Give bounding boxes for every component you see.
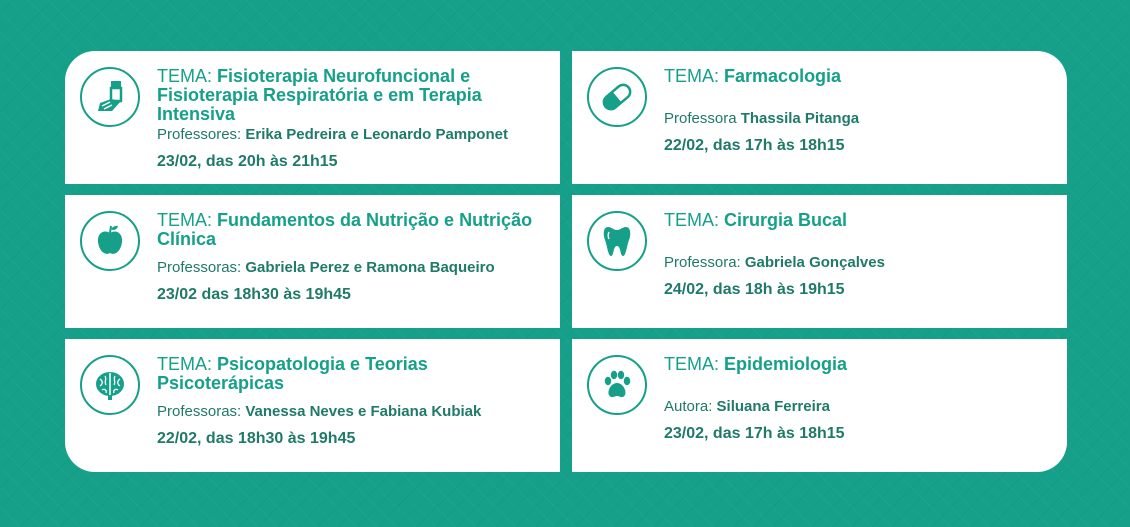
course-date: 24/02, das 18h às 19h15 [664,281,845,298]
brain-icon [80,355,140,415]
course-title [157,355,550,393]
course-title [664,355,1057,374]
instructors-label: Professores: [157,126,242,143]
instructors-label: Autora: [664,398,713,415]
course-name: Fundamentos da Nutrição e Nutrição Clínica [157,210,533,249]
instructors [157,259,550,277]
tema-label: TEMA: [157,66,213,86]
course-name: Cirurgia Bucal [724,210,848,230]
apple-icon [80,211,140,271]
course-card-epidemiologia [572,339,1067,472]
tema-label: TEMA: [664,66,720,86]
course-date: 23/02, das 17h às 18h15 [664,425,845,442]
instructors-names: Thassila Pitanga [740,110,860,127]
course-card-farmacologia [572,51,1067,184]
course-title [664,67,1057,86]
course-name: Fisioterapia Neurofuncional e Fisioterapia Respiratória e em Terapia Intensiva [157,66,482,124]
tema-label: TEMA: [664,354,720,374]
course-date: 22/02, das 17h às 18h15 [664,137,845,154]
tema-label: TEMA: [157,354,213,374]
course-card-nutricao [65,195,560,328]
instructors-label: Professoras: [157,403,242,420]
pill-capsule-icon [587,67,647,127]
tooth-icon [587,211,647,271]
instructors [664,110,1057,128]
course-title [157,211,550,249]
course-title [157,67,550,124]
course-card-psicopatologia [65,339,560,472]
course-name: Epidemiologia [724,354,848,374]
instructors-names: Vanessa Neves e Fabiana Kubiak [245,403,482,420]
course-grid [65,51,1067,472]
paw-print-icon [587,355,647,415]
tema-label: TEMA: [157,210,213,230]
instructors [664,254,1057,272]
course-card-fisioterapia [65,51,560,184]
instructors-label: Professora: [664,254,741,271]
course-name: Psicopatologia e Teorias Psicoterápicas [157,354,428,393]
instructors-label: Professoras: [157,259,242,276]
instructors [664,398,1057,416]
instructors-names: Siluana Ferreira [716,398,830,415]
course-date: 23/02 das 18h30 às 19h45 [157,286,351,303]
instructors-names: Gabriela Perez e Ramona Baqueiro [245,259,495,276]
instructors-label: Professora [664,110,737,127]
instructors [157,403,550,421]
instructors-names: Gabriela Gonçalves [744,254,885,271]
course-date: 23/02, das 20h às 21h15 [157,153,338,170]
broken-leg-icon [80,67,140,127]
tema-label: TEMA: [664,210,720,230]
course-name: Farmacologia [724,66,842,86]
course-card-cirurgia [572,195,1067,328]
course-title [664,211,1057,230]
instructors-names: Erika Pedreira e Leonardo Pamponet [245,126,508,143]
course-date: 22/02, das 18h30 às 19h45 [157,430,356,447]
instructors [157,126,550,144]
